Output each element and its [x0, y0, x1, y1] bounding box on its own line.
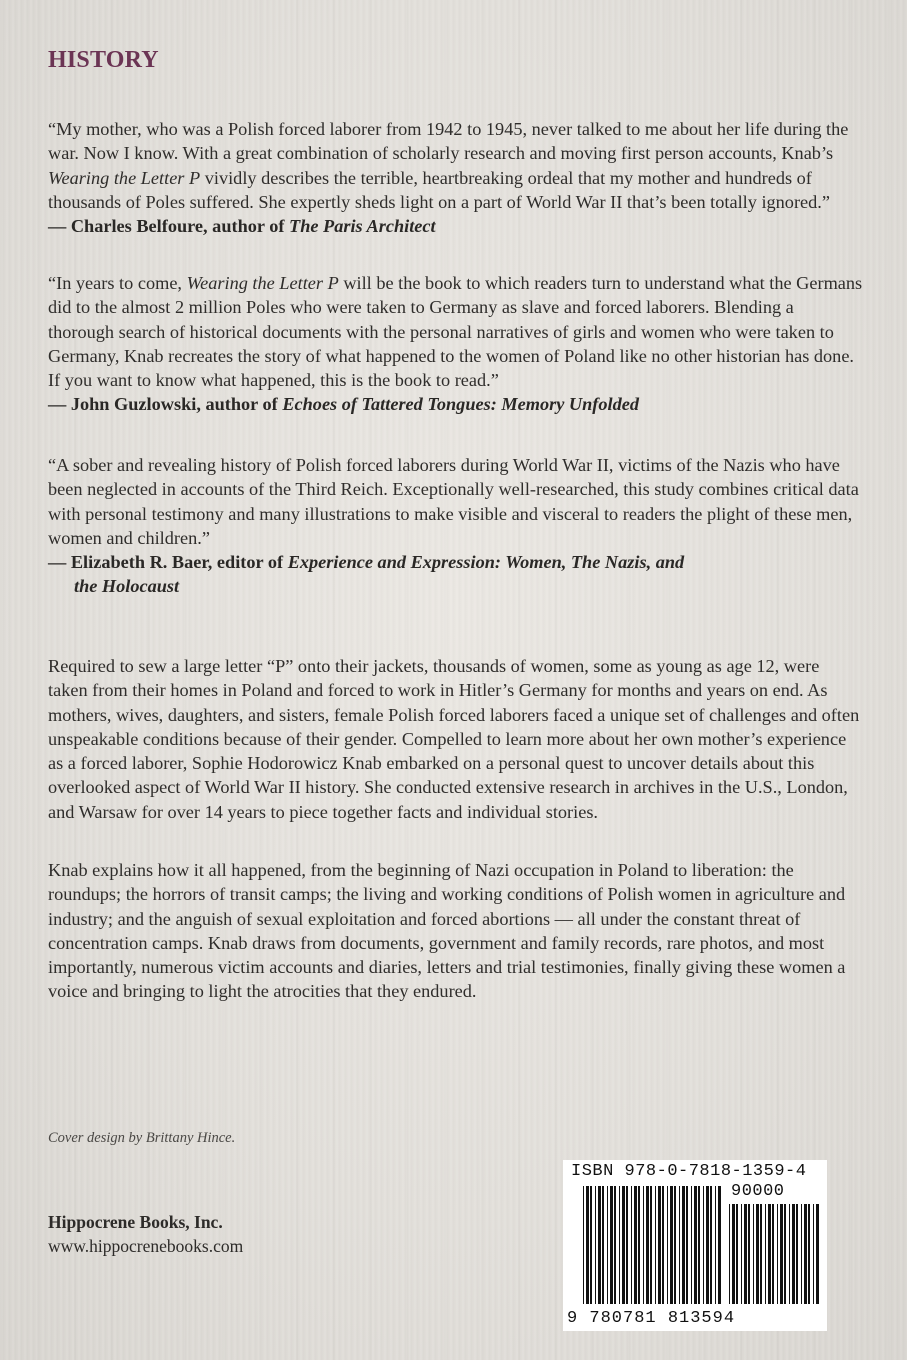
blurb-3 — [48, 453, 863, 599]
barcode-bar — [698, 1186, 700, 1304]
barcode-bar — [619, 1186, 620, 1304]
isbn-label: ISBN 978-0-7818-1359-4 — [571, 1162, 807, 1181]
barcode-bar — [646, 1186, 649, 1304]
barcode-bar — [710, 1186, 712, 1304]
barcode-bar — [753, 1204, 754, 1304]
blurb-2-attribution: — John Guzlowski, author of Echoes of Tattered Tongues: Memory Unfolded — [48, 394, 639, 415]
barcode-bar — [780, 1204, 783, 1304]
barcode-bar — [801, 1204, 802, 1304]
barcode-bar — [614, 1186, 616, 1304]
blurb-2 — [48, 271, 863, 417]
barcode-bar — [792, 1204, 795, 1304]
barcode-bar — [756, 1204, 759, 1304]
barcode-bar — [626, 1186, 628, 1304]
publisher-name: Hippocrene Books, Inc. — [48, 1212, 223, 1232]
barcode-bar — [590, 1186, 592, 1304]
blurb-1-attribution: — Charles Belfoure, author of The Paris Architect — [48, 216, 436, 237]
description-paragraph: Knab explains how it all happened, from the beginning of Nazi occupation in Poland to liberation: the roundups; the horrors of transit camps; the living and working conditions of Polish women in agriculture and industry; and the anguish of sexual exploitation and forced abortions — all under the constant threat of concentration camps. Knab draws from documents, government and family records, rare photos, and most importantly, numerous victim accounts and diaries, letters and trial testimonies, finally giving these women a voice and bringing to light the atrocities that they endured. — [48, 860, 846, 1002]
barcode-bar — [607, 1186, 608, 1304]
barcode-bar — [686, 1186, 688, 1304]
barcode-bar — [667, 1186, 668, 1304]
barcode-bar — [718, 1186, 721, 1304]
isbn-barcode — [563, 1160, 827, 1331]
barcode-bar — [622, 1186, 625, 1304]
barcode-bar — [586, 1186, 589, 1304]
description-1 — [48, 654, 863, 824]
barcode-bar — [634, 1186, 637, 1304]
barcode-bar — [784, 1204, 786, 1304]
barcode-bar — [682, 1186, 685, 1304]
barcode-bar — [610, 1186, 613, 1304]
blurb-3-quote: “A sober and revealing history of Polish forced laborers during World War II, victims of the Nazis who have been neglected in accounts of the Third Reich. Exceptionally well-researched, this study combines critical data with personal testimony and many illustrations to make visible and visceral to readers the plight of these men, women and children.” — [48, 455, 859, 548]
barcode-bar — [595, 1186, 596, 1304]
barcode-bar — [679, 1186, 680, 1304]
ean-digits: 9 780781 813594 — [567, 1309, 736, 1328]
barcode-bar — [760, 1204, 762, 1304]
barcode-bar — [706, 1186, 709, 1304]
barcode-bar — [650, 1186, 652, 1304]
barcode-bar — [744, 1204, 747, 1304]
blurb-1 — [48, 117, 863, 238]
barcode-bar — [643, 1186, 644, 1304]
blurb-3-attribution: — Elizabeth R. Baer, editor of Experience and Expression: Women, The Nazis, and the Holocaust — [48, 552, 685, 597]
barcode-bar — [765, 1204, 766, 1304]
barcode-bar — [813, 1204, 814, 1304]
barcode-bar — [638, 1186, 640, 1304]
barcode-bars — [563, 1160, 827, 1331]
barcode-bar — [768, 1204, 771, 1304]
description-paragraph: Required to sew a large letter “P” onto their jackets, thousands of women, some as young as age 12, were taken from their homes in Poland and forced to work in Hitler’s Germany for months and years on end. As mothers, wives, daughters, and sisters, female Polish forced laborers faced a unique set of challenges and often unspeakable conditions because of their gender. Compelled to learn more about her own mother’s experience as a forced laborer, Sophie Hodorowicz Knab embarked on a personal quest to uncover details about this overlooked aspect of World War II history. She conducted extensive research in archives in the U.S., London, and Warsaw for over 14 years to piece together facts and individual stories. — [48, 656, 860, 822]
barcode-bar — [732, 1204, 735, 1304]
section-heading: HISTORY — [48, 47, 159, 73]
barcode-bar — [736, 1204, 738, 1304]
barcode-bar — [804, 1204, 807, 1304]
barcode-bar — [602, 1186, 604, 1304]
barcode-bar — [715, 1186, 716, 1304]
barcode-bar — [631, 1186, 632, 1304]
barcode-bar — [789, 1204, 790, 1304]
barcode-bar — [816, 1204, 819, 1304]
barcode-bar — [658, 1186, 661, 1304]
barcode-bar — [808, 1204, 810, 1304]
barcode-bar — [662, 1186, 664, 1304]
barcode-bar — [796, 1204, 798, 1304]
publisher-website[interactable]: www.hippocrenebooks.com — [48, 1236, 244, 1256]
barcode-bar — [748, 1204, 750, 1304]
barcode-bar — [655, 1186, 656, 1304]
barcode-bar — [598, 1186, 601, 1304]
barcode-bar — [670, 1186, 673, 1304]
blurb-1-quote: “My mother, who was a Polish forced laborer from 1942 to 1945, never talked to me about her life during the war. Now I know. With a great combination of scholarly research and moving first person accounts, Knab’s Wearing the Letter P vividly describes the terrible, heartbreaking ordeal that my mother and hundreds of thousands of Poles suffered. She expertly sheds light on a part of World War II that’s been totally ignored.” — [48, 119, 849, 212]
barcode-bar — [777, 1204, 778, 1304]
price-code: 90000 — [731, 1182, 785, 1201]
barcode-bar — [691, 1186, 692, 1304]
barcode-bar — [674, 1186, 676, 1304]
barcode-bar — [703, 1186, 704, 1304]
barcode-bar — [694, 1186, 697, 1304]
barcode-bar — [741, 1204, 742, 1304]
barcode-bar — [729, 1204, 730, 1304]
cover-credit: Cover design by Brittany Hince. — [48, 1130, 236, 1146]
blurb-2-quote: “In years to come, Wearing the Letter P will be the book to which readers turn to understand what the Germans did to the almost 2 million Poles who were taken to Germany as slave and forced laborers. Blending a thorough search of historical documents with the personal narratives of girls and women who were taken to Germany, Knab recreates the story of what happened to the women of Poland like no other historian has done. If you want to know what happened, this is the book to read.” — [48, 273, 863, 391]
barcode-bar — [772, 1204, 774, 1304]
description-2 — [48, 858, 863, 1004]
barcode-bar — [583, 1186, 584, 1304]
